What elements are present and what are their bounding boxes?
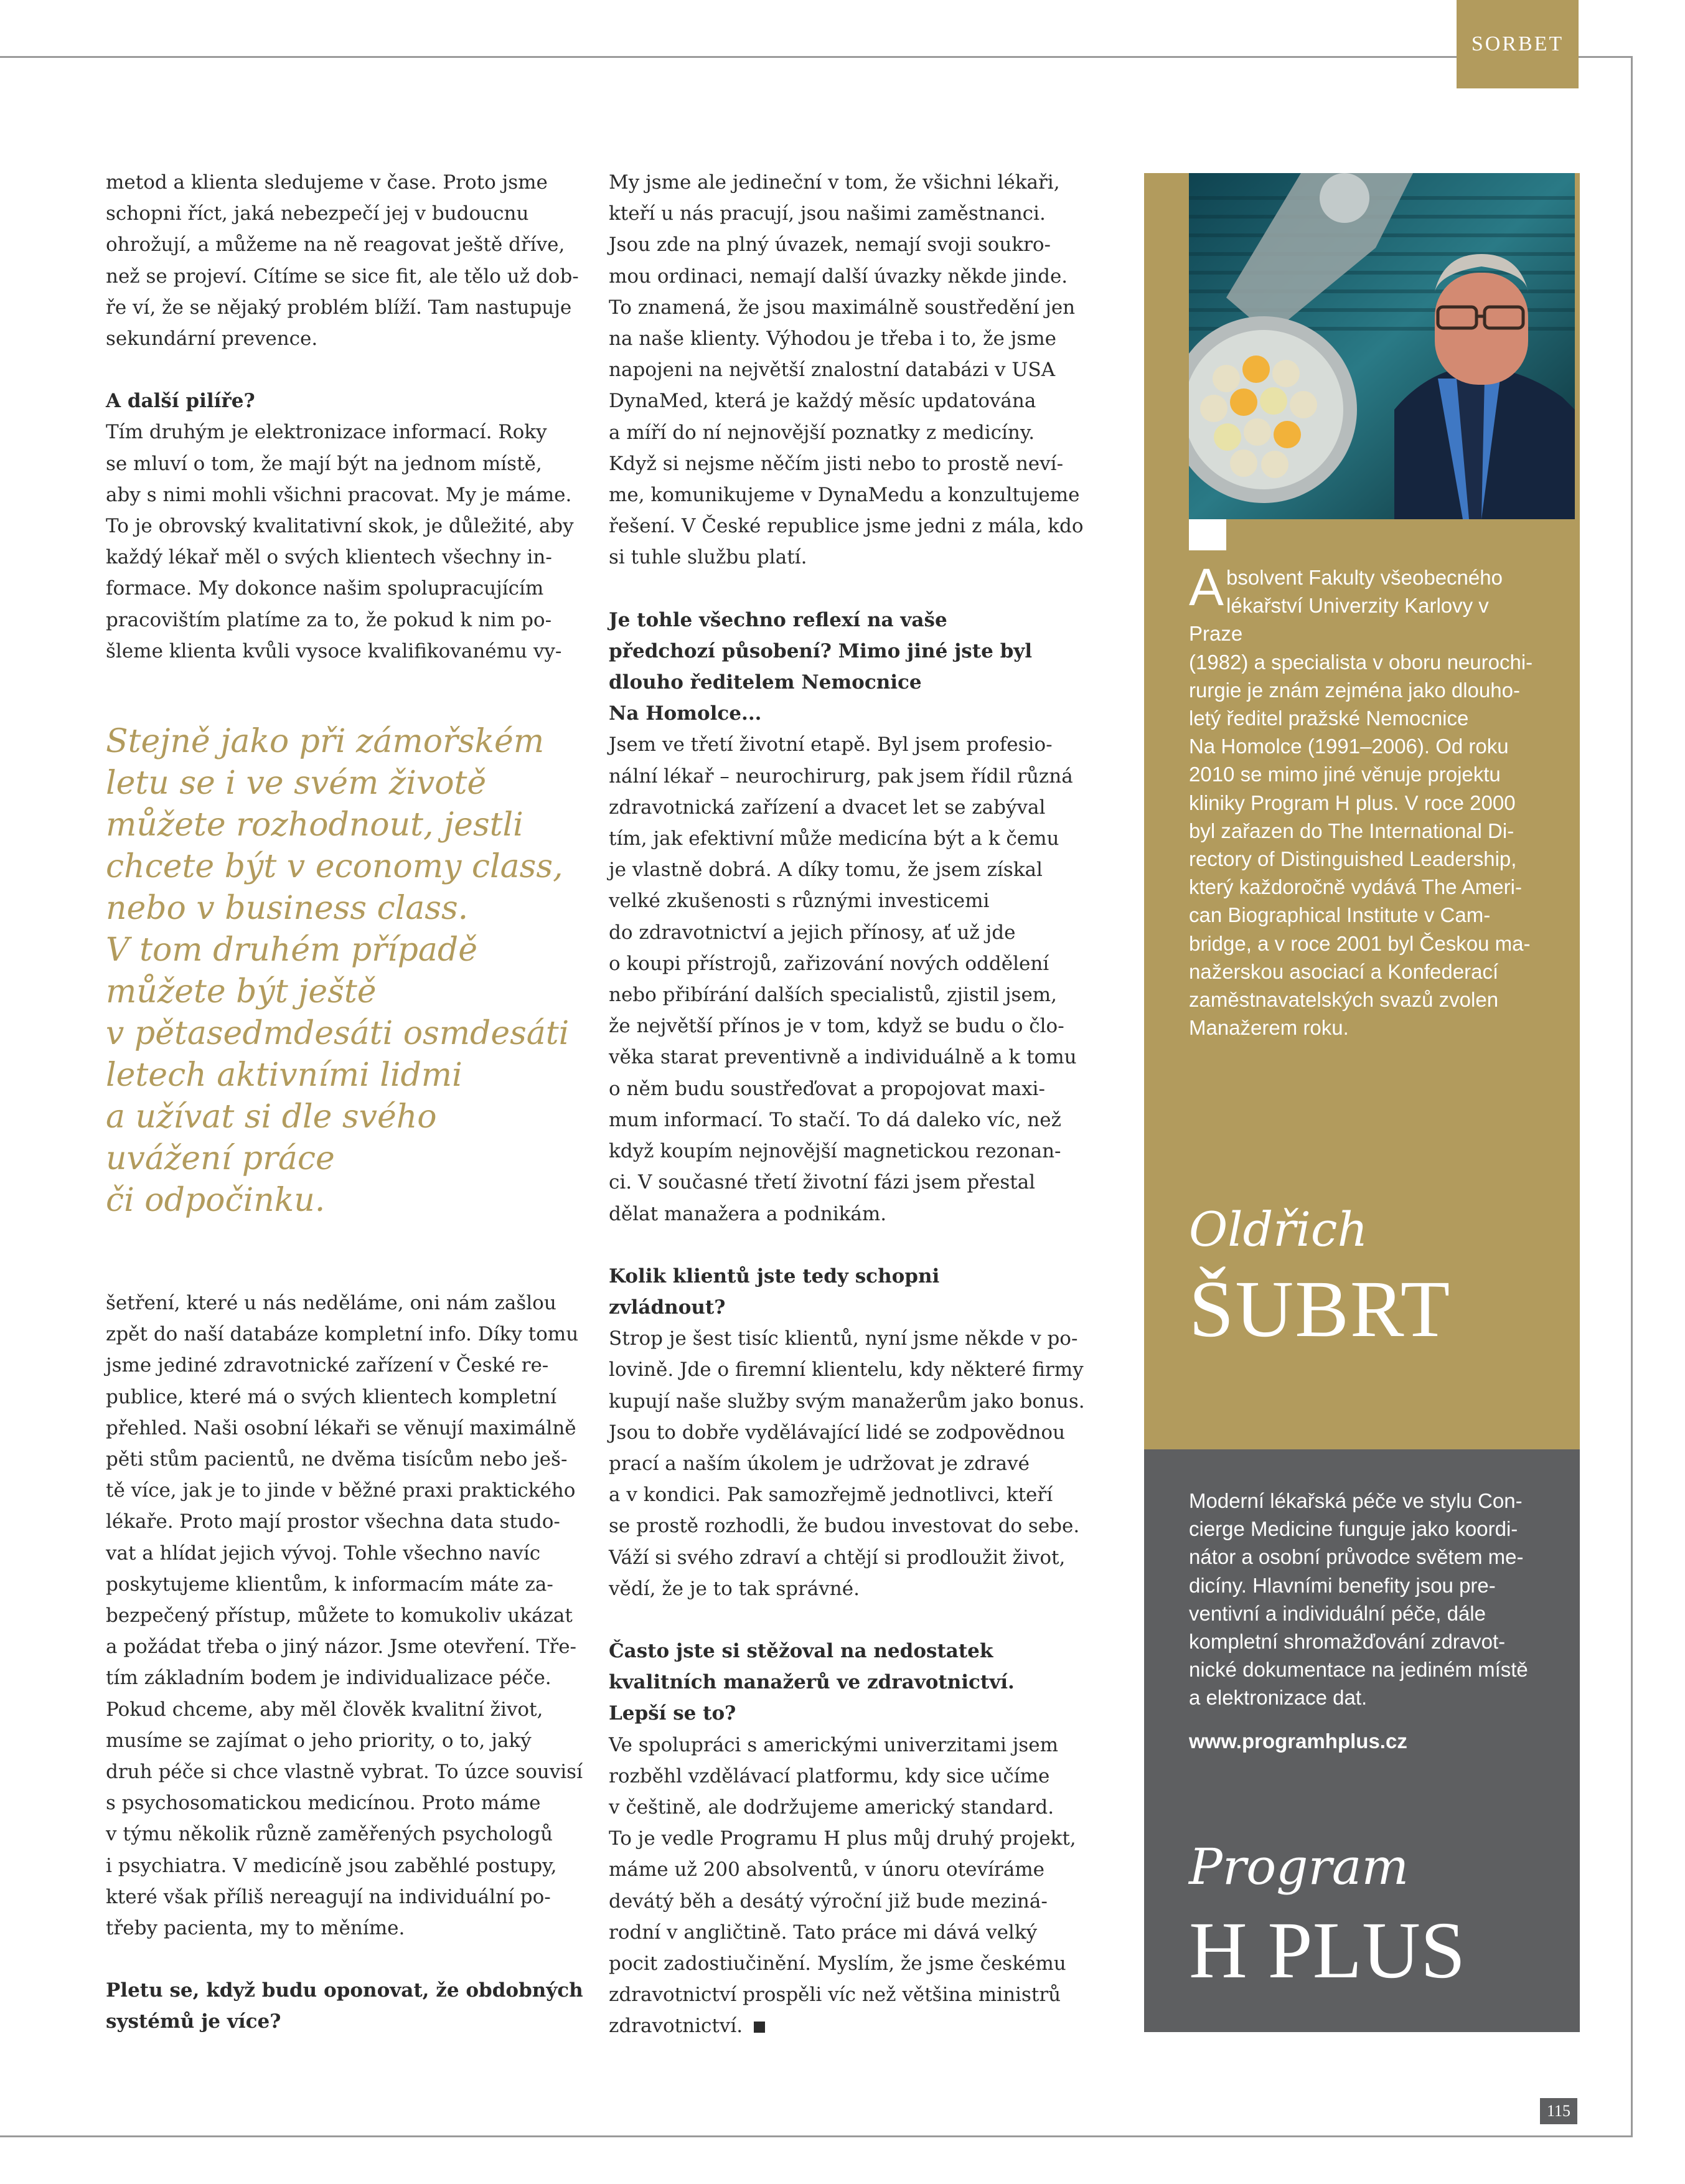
- person-last-name: ŠUBRT: [1189, 1264, 1452, 1354]
- end-mark-icon: [754, 2022, 765, 2033]
- program-line: nické dokumentace na jediném místě: [1189, 1658, 1528, 1682]
- text-line: ře ví, že se nějaký problém blíží. Tam nastupuje: [106, 296, 572, 319]
- text-line: do zdravotnictví a jejich přínosy, ať už jde: [609, 921, 1016, 944]
- paragraph: [609, 167, 1094, 573]
- text-line: napojeni na největší znalostní databázi v USA: [609, 359, 1056, 382]
- text-line: kvalitních manažerů ve zdravotnictví.: [609, 1671, 1015, 1694]
- frame-right-rule: [1631, 56, 1633, 2137]
- interview-question: [106, 385, 591, 417]
- quote-line: nebo v business class.: [106, 890, 469, 927]
- text-line: systémů je více?: [106, 2010, 281, 2033]
- text-line: i psychiatra. V medicíně jsou zaběhlé postupy,: [106, 1854, 557, 1877]
- text-line: bezpečený přístup, můžete to komukoliv ukázat: [106, 1604, 573, 1627]
- text-line: tě více, jak je to jinde v běžné praxi praktického: [106, 1479, 576, 1502]
- text-line: každý lékař měl o svých klientech všechny in-: [106, 546, 552, 569]
- column-left-top: [106, 167, 591, 667]
- text-line: Když si nejsme něčím jisti nebo to prostě neví-: [609, 452, 1064, 475]
- bio-line: který každoročně vydává The Ameri-: [1189, 875, 1522, 899]
- bio-dropcap: A: [1189, 558, 1224, 616]
- text-line: nebo přibírání dalších specialistů, zjistil jsem,: [609, 984, 1058, 1007]
- text-line: Tím druhým je elektronizace informací. Roky: [106, 421, 547, 444]
- text-line: přehled. Naši osobní lékaři se věnují maximálně: [106, 1416, 576, 1439]
- text-line: velké zkušenosti s různými investicemi: [609, 890, 990, 913]
- program-line: nátor a osobní průvodce světem me-: [1189, 1545, 1524, 1569]
- frame-top-rule: [0, 56, 1631, 58]
- text-line: vědí, že je to tak správné.: [609, 1577, 860, 1600]
- quote-line: Stejně jako při zámořském: [106, 723, 545, 760]
- bio-line: nažerskou asociací a Konfederací: [1189, 959, 1499, 983]
- text-line: zpět do naší databáze kompletní info. Díky tomu: [106, 1323, 579, 1346]
- text-line: Váží si svého zdraví a chtějí si prodloužit život,: [609, 1546, 1066, 1569]
- text-line: formace. My dokonce našim spolupracujícím: [106, 577, 544, 600]
- text-line: si tuhle službu platí.: [609, 546, 807, 569]
- column-left-bottom: [106, 1287, 591, 2038]
- column-middle: [609, 167, 1094, 2042]
- bio-line: (1982) a specialista v oboru neurochi-: [1189, 650, 1533, 674]
- portrait-photo: [1189, 173, 1575, 519]
- bio-line: zaměstnavatelských svazů zvolen: [1189, 988, 1499, 1012]
- text-line: prací a naším úkolem je udržovat je zdravé: [609, 1452, 1030, 1475]
- paragraph-gap: [609, 1604, 1094, 1636]
- quote-line: V tom druhém případě: [106, 931, 477, 969]
- text-line: Často jste si stěžoval na nedostatek: [609, 1639, 993, 1662]
- person-first-name: Oldřich: [1189, 1202, 1368, 1257]
- text-line: musíme se zajímat o jeho priority, o to, jaký: [106, 1729, 532, 1752]
- text-line: sekundární prevence.: [106, 327, 318, 351]
- text-line: řešení. V České republice jsme jedni z mála, kdo: [609, 515, 1084, 538]
- text-line: Ve spolupráci s americkými univerzitami jsem: [609, 1733, 1058, 1756]
- portrait-illustration: [1189, 173, 1575, 519]
- text-line: než se projeví. Cítíme se sice fit, ale tělo už dob-: [106, 265, 579, 288]
- text-line: Strop je šest tisíc klientů, nyní jsme někde v po-: [609, 1327, 1078, 1350]
- program-description: [1189, 1487, 1544, 1712]
- paragraph: [106, 1287, 591, 1944]
- bio-line: byl zařazen do The International Di-: [1189, 819, 1514, 842]
- quote-line: letu se i ve svém životě: [106, 765, 487, 802]
- text-line: aby s nimi mohli všichni pracovat. My je máme.: [106, 483, 572, 506]
- bio-line: kliniky Program H plus. V roce 2000: [1189, 791, 1516, 814]
- text-line: se prostě rozhodli, že budou investovat do sebe.: [609, 1515, 1080, 1538]
- text-line: šetření, které u nás neděláme, oni nám zašlou: [106, 1292, 556, 1314]
- paragraph: [106, 417, 591, 667]
- text-line: třeby pacienta, my to měníme.: [106, 1917, 405, 1940]
- quote-line: můžete rozhodnout, jestli: [106, 806, 523, 844]
- text-line: když koupím nejnovější magnetickou rezonan-: [609, 1140, 1061, 1163]
- bio-line: Manažerem roku.: [1189, 1016, 1349, 1040]
- bio-line: Na Homolce (1991–2006). Od roku: [1189, 735, 1509, 758]
- quote-line: můžete být ještě: [106, 973, 377, 1010]
- text-line: rozběhl vzdělávací platformu, kdy sice učíme: [609, 1764, 1050, 1787]
- interview-question: [609, 1636, 1094, 1730]
- quote-line: letech aktivními lidmi: [106, 1057, 462, 1094]
- page-number: 115: [1540, 2098, 1577, 2124]
- text-line: ci. V současné třetí životní fázi jsem přestal: [609, 1171, 1036, 1194]
- bio-text: [1189, 558, 1537, 1042]
- paragraph-gap: [609, 1230, 1094, 1261]
- paragraph: [609, 1730, 1094, 2042]
- text-line: Jsou zde na plný úvazek, nemají svoji soukro-: [609, 233, 1051, 257]
- text-line: na naše klienty. Výhodou je třeba i to, že jsme: [609, 327, 1056, 351]
- text-line: To je vedle Programu H plus můj druhý projekt,: [609, 1827, 1076, 1850]
- text-line: že největší přínos je v tom, když se budu o člo-: [609, 1015, 1064, 1038]
- text-line: To je obrovský kvalitativní skok, je důležité, aby: [106, 515, 574, 538]
- text-line: Jsou to dobře vydělávající lidé se zodpovědnou: [609, 1421, 1066, 1444]
- bio-line: bsolvent Fakulty všeobecného: [1226, 566, 1503, 589]
- text-line: nální lékař – neurochirurg, pak jsem řídil různá: [609, 765, 1073, 788]
- bio-line: rurgie je znám zejména jako dlouho-: [1189, 678, 1520, 702]
- text-line: To znamená, že jsou maximálně soustředění jen: [609, 296, 1076, 319]
- bio-line: bridge, a v roce 2001 byl Českou ma-: [1189, 931, 1531, 955]
- text-line: v týmu několik různě zaměřených psychologů: [106, 1823, 553, 1846]
- bio-line: can Biographical Institute v Cam-: [1189, 903, 1491, 927]
- text-line: v češtině, ale dodržujeme americký standard.: [609, 1796, 1054, 1819]
- program-title-line1: Program: [1189, 1838, 1409, 1896]
- text-line: Na Homolce...: [609, 702, 762, 725]
- program-website-link[interactable]: www.programhplus.cz: [1189, 1730, 1407, 1753]
- quote-line: a užívat si dle svého: [106, 1098, 437, 1136]
- text-line: lékaře. Proto mají prostor všechna data studo-: [106, 1510, 560, 1533]
- interview-question: [609, 605, 1094, 730]
- text-line: Lepší se to?: [609, 1702, 736, 1725]
- quote-line: uvážení práce: [106, 1140, 335, 1177]
- quote-line: v pětasedmdesáti osmdesáti: [106, 1015, 570, 1052]
- text-line: a v kondici. Pak samozřejmě jednotlivci, kteří: [609, 1484, 1053, 1507]
- text-line: Je tohle všechno reflexí na vaše: [609, 608, 947, 631]
- program-line: kompletní shromažďování zdravot-: [1189, 1630, 1506, 1654]
- photo-corner-square: [1189, 519, 1226, 550]
- quote-line: chcete být v economy class,: [106, 848, 563, 885]
- text-line: zvládnout?: [609, 1296, 726, 1319]
- program-line: a elektronizace dat.: [1189, 1686, 1368, 1710]
- text-line: mou ordinaci, nemají další úvazky někde jinde.: [609, 265, 1068, 288]
- quote-line: či odpočinku.: [106, 1182, 326, 1219]
- text-line: pracovištím platíme za to, že pokud k nim po-: [106, 608, 552, 631]
- text-line: ohrožují, a můžeme na ně reagovat ještě dříve,: [106, 233, 565, 257]
- frame-bottom-rule: [0, 2135, 1633, 2137]
- text-line: rodní v angličtině. Tato práce mi dává velký: [609, 1921, 1038, 1944]
- paragraph: [106, 167, 591, 354]
- program-title-line2: H PLUS: [1189, 1906, 1466, 1995]
- paragraph: [609, 1323, 1094, 1604]
- text-line: věka starat preventivně a individuálně a k tomu: [609, 1046, 1077, 1069]
- text-line: je vlastně dobrá. A díky tomu, že jsem získal: [609, 859, 1043, 882]
- text-line: dlouho ředitelem Nemocnice: [609, 671, 922, 694]
- text-line: zdravotnictví prospěli víc než většina ministrů: [609, 1984, 1061, 2007]
- text-line: o koupi přístrojů, zařizování nových oddělení: [609, 952, 1049, 975]
- text-line: Jsem ve třetí životní etapě. Byl jsem profesio-: [609, 733, 1053, 756]
- interview-question: [609, 1261, 1094, 1323]
- program-line: dicíny. Hlavními benefity jsou pre-: [1189, 1573, 1496, 1597]
- text-line: šleme klienta kvůli vysoce kvalifikovanému vy-: [106, 639, 562, 662]
- program-line: Moderní lékařská péče ve stylu Con-: [1189, 1489, 1523, 1512]
- text-line: A další pilíře?: [106, 390, 255, 413]
- text-line: a požádat třeba o jiný názor. Jsme otevření. Tře-: [106, 1636, 577, 1659]
- paragraph-gap: [106, 354, 591, 385]
- text-line: devátý běh a desátý výroční již bude meziná-: [609, 1890, 1048, 1913]
- text-line: lovině. Jde o firemní klientelu, kdy některé firmy: [609, 1358, 1084, 1381]
- text-line: Kolik klientů jste tedy schopni: [609, 1264, 940, 1287]
- text-line: předchozí působení? Mimo jiné jste byl: [609, 639, 1033, 662]
- text-line: kupují naše služby svým manažerům jako bonus.: [609, 1390, 1085, 1413]
- text-line: zdravotnictví.: [609, 2010, 1094, 2041]
- section-tab: SORBET: [1457, 0, 1579, 88]
- text-line: zdravotnická zařízení a dvacet let se zabýval: [609, 796, 1046, 819]
- text-line: metod a klienta sledujeme v čase. Proto jsme: [106, 171, 548, 194]
- paragraph-gap: [106, 1944, 591, 1975]
- text-line: máme už 200 absolventů, v únoru otevíráme: [609, 1858, 1044, 1881]
- bio-line: lékařství Univerzity Karlovy v Praze: [1189, 594, 1489, 646]
- bio-line: 2010 se mimo jiné věnuje projektu: [1189, 763, 1501, 786]
- interview-question: [106, 1975, 591, 2037]
- text-line: DynaMed, která je každý měsíc updatována: [609, 390, 1036, 413]
- bio-body: [1189, 558, 1537, 1042]
- text-line: kteří u nás pracují, jsou našimi zaměstnanci.: [609, 202, 1046, 225]
- text-line: druh péče si chce vlastně vybrat. To úzce souvisí: [106, 1761, 583, 1784]
- program-line: ventivní a individuální péče, dále: [1189, 1601, 1486, 1625]
- bio-line: rectory of Distinguished Leadership,: [1189, 847, 1517, 871]
- paragraph: [609, 729, 1094, 1229]
- text-line: pocit zadostiučinění. Myslím, že jsme českému: [609, 1952, 1066, 1975]
- text-line: o něm budu soustřeďovat a propojovat maxi-: [609, 1077, 1045, 1100]
- text-line: My jsme ale jedineční v tom, že všichni lékaři,: [609, 171, 1060, 194]
- text-line: jsme jediné zdravotnické zařízení v České re-: [106, 1354, 549, 1377]
- program-line: cierge Medicine funguje jako koordi-: [1189, 1517, 1518, 1541]
- text-line: mum informací. To stačí. To dá daleko víc, než: [609, 1108, 1061, 1131]
- text-line: tím, jak efektivní může medicína být a k čemu: [609, 827, 1059, 850]
- text-line: dělat manažera a podnikám.: [609, 1202, 887, 1225]
- pull-quote: [106, 721, 591, 1221]
- text-line: Pokud chceme, aby měl člověk kvalitní život,: [106, 1698, 543, 1721]
- text-line: poskytujeme klientům, k informacím máte za-: [106, 1573, 553, 1596]
- text-line: schopni říct, jaká nebezpečí jej v budoucnu: [106, 202, 529, 225]
- text-line: publice, které má o svých klientech kompletní: [106, 1385, 557, 1408]
- text-line: tím základním bodem je individualizace péče.: [106, 1667, 551, 1690]
- text-line: které však příliš nereagují na individuální po-: [106, 1885, 551, 1908]
- text-line: se mluví o tom, že mají být na jednom místě,: [106, 452, 542, 475]
- text-line: Pletu se, když budu oponovat, že obdobných: [106, 1979, 583, 2002]
- text-line: me, komunikujeme v DynaMedu a konzultujeme: [609, 484, 1080, 507]
- text-line: s psychosomatickou medicínou. Proto máme: [106, 1792, 541, 1815]
- paragraph-gap: [609, 573, 1094, 605]
- bio-line: letý ředitel pražské Nemocnice: [1189, 707, 1469, 730]
- text-line: pěti stům pacientů, ne dvěma tisícům nebo ješ-: [106, 1448, 568, 1471]
- text-line: vat a hlídat jejich vývoj. Tohle všechno navíc: [106, 1542, 541, 1565]
- text-line: a míří do ní nejnovější poznatky z medicíny.: [609, 421, 1035, 444]
